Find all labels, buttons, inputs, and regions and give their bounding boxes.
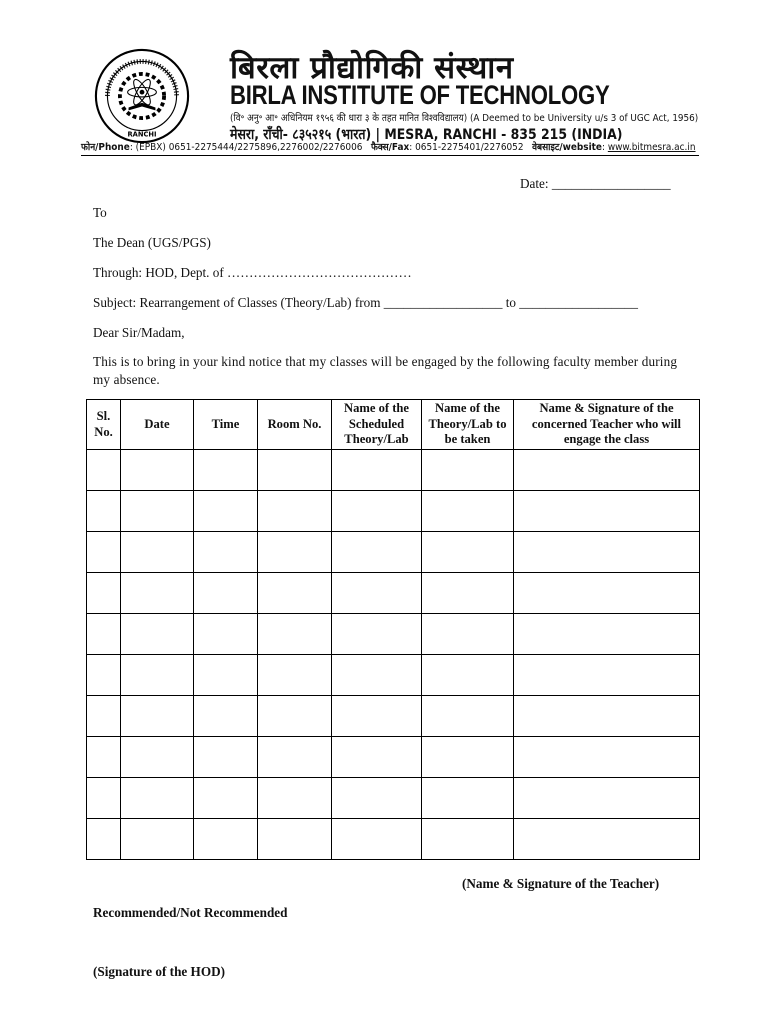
table-cell[interactable]	[258, 532, 332, 573]
table-cell[interactable]	[332, 491, 422, 532]
teacher-signature-label: (Name & Signature of the Teacher)	[462, 876, 660, 891]
table-cell[interactable]	[422, 614, 514, 655]
letterhead	[80, 42, 700, 156]
table-cell[interactable]	[258, 491, 332, 532]
header-divider	[81, 155, 699, 156]
table-cell[interactable]	[514, 778, 700, 819]
table-cell[interactable]	[194, 614, 258, 655]
table-cell[interactable]	[194, 819, 258, 860]
table-cell[interactable]	[194, 573, 258, 614]
class-rearrangement-table	[86, 399, 700, 860]
table-cell[interactable]	[514, 450, 700, 491]
table-cell[interactable]	[121, 778, 194, 819]
table-cell[interactable]	[258, 696, 332, 737]
table-cell[interactable]	[87, 778, 121, 819]
table-cell[interactable]	[121, 450, 194, 491]
table-cell[interactable]	[332, 614, 422, 655]
table-cell[interactable]	[194, 491, 258, 532]
salutation: Dear Sir/Madam,	[93, 325, 185, 340]
phone-value: : (EPBX) 0651-2275444/2275896,2276002/2276006	[129, 142, 363, 153]
table-cell[interactable]	[514, 491, 700, 532]
table-cell[interactable]	[332, 573, 422, 614]
table-cell[interactable]	[332, 819, 422, 860]
table-cell[interactable]	[332, 655, 422, 696]
table-cell[interactable]	[87, 491, 121, 532]
table-cell[interactable]	[194, 450, 258, 491]
phone-label: फोन/Phone	[81, 142, 130, 153]
table-cell[interactable]	[332, 737, 422, 778]
table-row	[87, 614, 700, 655]
header-scheduled-theory-lab: Name of the Scheduled Theory/Lab	[332, 400, 422, 450]
table-cell[interactable]	[258, 573, 332, 614]
table-cell[interactable]	[87, 573, 121, 614]
to-line: To	[93, 205, 107, 220]
table-cell[interactable]	[422, 450, 514, 491]
contact-line: फोन/Phone: (EPBX) 0651-2275444/2275896,2276002/2276006 फैक्स/Fax: 0651-2275401/2276052 वेबसाइट/website: www.bitmesra.ac.in	[81, 142, 696, 153]
table-cell[interactable]	[422, 778, 514, 819]
website-link[interactable]: www.bitmesra.ac.in	[607, 142, 696, 153]
table-cell[interactable]	[87, 614, 121, 655]
subject-line[interactable]: Subject: Rearrangement of Classes (Theory/Lab) from __________________ to __________________	[93, 295, 638, 310]
table-cell[interactable]	[514, 737, 700, 778]
table-cell[interactable]	[121, 655, 194, 696]
body-paragraph: This is to bring in your kind notice that my classes will be engaged by the following faculty member during my absence.	[93, 354, 678, 387]
through-line[interactable]: Through: HOD, Dept. of ……………………………………	[93, 265, 412, 280]
header-teacher-name-signature: Name & Signature of the concerned Teacher who will engage the class	[514, 400, 700, 450]
header-time: Time	[194, 400, 258, 450]
website-label: वेबसाइट/website	[532, 142, 602, 153]
table-cell[interactable]	[121, 819, 194, 860]
table-row	[87, 737, 700, 778]
table-cell[interactable]	[258, 819, 332, 860]
table-cell[interactable]	[87, 655, 121, 696]
table-cell[interactable]	[332, 696, 422, 737]
table-cell[interactable]	[422, 655, 514, 696]
table-cell[interactable]	[194, 737, 258, 778]
fax-value: : 0651-2275401/2276052	[409, 142, 524, 153]
table-cell[interactable]	[87, 696, 121, 737]
recommendation-label: Recommended/Not Recommended	[93, 905, 288, 920]
date-field[interactable]: Date: __________________	[520, 176, 671, 191]
table-cell[interactable]	[121, 696, 194, 737]
header-date: Date	[121, 400, 194, 450]
table-cell[interactable]	[87, 737, 121, 778]
table-cell[interactable]	[87, 450, 121, 491]
table-cell[interactable]	[514, 532, 700, 573]
table-cell[interactable]	[121, 532, 194, 573]
header-sl-no: Sl. No.	[87, 400, 121, 450]
table-row	[87, 532, 700, 573]
header-room-no: Room No.	[258, 400, 332, 450]
table-cell[interactable]	[87, 532, 121, 573]
table-cell[interactable]	[422, 491, 514, 532]
table-cell[interactable]	[121, 491, 194, 532]
table-header-row	[87, 400, 700, 450]
table-cell[interactable]	[422, 696, 514, 737]
table-cell[interactable]	[258, 778, 332, 819]
table-cell[interactable]	[121, 737, 194, 778]
table-cell[interactable]	[514, 819, 700, 860]
table-row	[87, 819, 700, 860]
table-row	[87, 450, 700, 491]
institute-address: मेसरा, राँची- ८३५२१५ (भारत) | MESRA, RANCHI - 835 215 (INDIA)	[230, 127, 623, 143]
deemed-university-line: (वि॰ अनु॰ आ॰ अधिनियम १९५६ की धारा ३ के तहत मानित विश्वविद्यालय) (A Deemed to be University u/s 3 of UGC Act, 1956)	[230, 113, 699, 124]
fax-label: फैक्स/Fax	[370, 142, 410, 153]
table-row	[87, 655, 700, 696]
table-row	[87, 778, 700, 819]
table-cell[interactable]	[121, 573, 194, 614]
table-cell[interactable]	[194, 532, 258, 573]
table-cell[interactable]	[258, 614, 332, 655]
table-cell[interactable]	[422, 819, 514, 860]
institute-logo	[94, 48, 190, 144]
table-cell[interactable]	[194, 778, 258, 819]
table-row	[87, 696, 700, 737]
table-cell[interactable]	[422, 573, 514, 614]
table-cell[interactable]	[332, 532, 422, 573]
table-cell[interactable]	[514, 614, 700, 655]
table-cell[interactable]	[422, 737, 514, 778]
table-cell[interactable]	[258, 737, 332, 778]
table-cell[interactable]	[258, 655, 332, 696]
table-cell[interactable]	[332, 778, 422, 819]
table-cell[interactable]	[194, 655, 258, 696]
table-cell[interactable]	[422, 532, 514, 573]
table-cell[interactable]	[514, 696, 700, 737]
table-cell[interactable]	[514, 655, 700, 696]
table-cell[interactable]	[332, 450, 422, 491]
table-row	[87, 491, 700, 532]
recipient-line: The Dean (UGS/PGS)	[93, 235, 211, 250]
institute-name-english: BIRLA INSTITUTE OF TECHNOLOGY	[230, 80, 610, 110]
table-cell[interactable]	[121, 614, 194, 655]
institute-name-hindi: बिरला प्रौद्योगिकी संस्थान	[230, 50, 514, 86]
logo-bottom-text: RANCHI	[127, 130, 157, 139]
hod-signature-label: (Signature of the HOD)	[93, 964, 225, 979]
table-cell[interactable]	[258, 450, 332, 491]
table-cell[interactable]	[514, 573, 700, 614]
table-cell[interactable]	[194, 696, 258, 737]
header-theory-lab-to-be-taken: Name of the Theory/Lab to be taken	[422, 400, 514, 450]
table-row	[87, 573, 700, 614]
table-cell[interactable]	[87, 819, 121, 860]
